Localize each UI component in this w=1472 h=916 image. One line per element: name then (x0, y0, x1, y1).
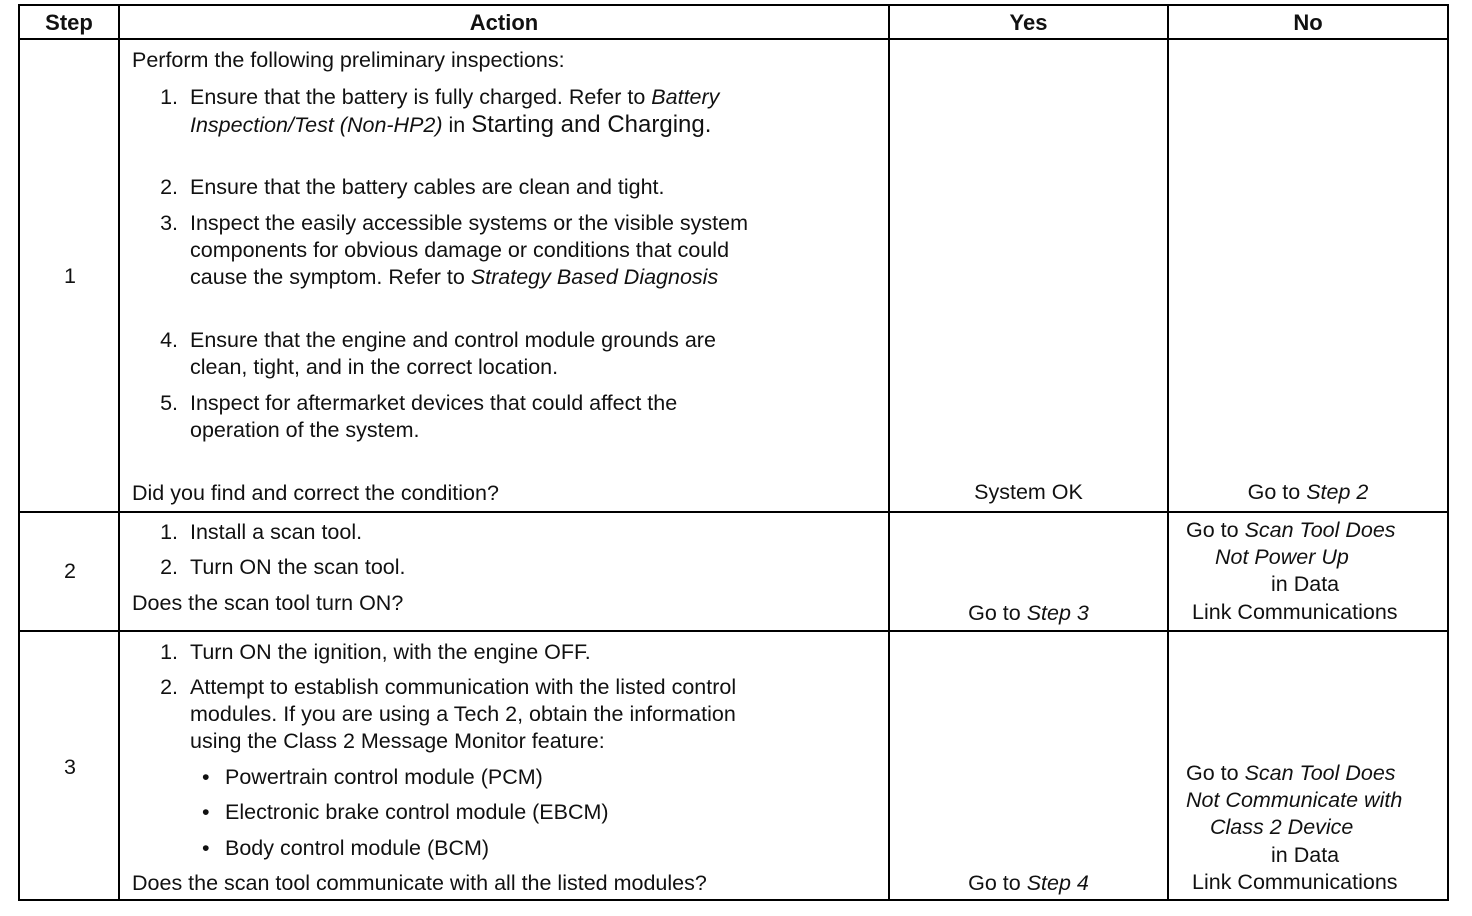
text: Ensure that the battery is fully charged. Refer to (190, 85, 652, 109)
text: Go to (1247, 480, 1307, 504)
step3-item2-line3: using the Class 2 Message Monitor feature: (190, 729, 605, 753)
row-divider (20, 511, 1447, 513)
step3-item2-line1: Attempt to establish communication with the listed control (190, 675, 737, 699)
text: Go to (1186, 761, 1245, 785)
column-divider (888, 6, 890, 899)
step1-item3-line2: components for obvious damage or conditions that could (190, 238, 730, 262)
step2-no-line4: Link Communications (1192, 600, 1398, 624)
step3-no-line3 (1210, 814, 1353, 841)
item-number: 2. (160, 555, 178, 579)
step2-no-line2 (1215, 544, 1349, 571)
item-number: 2. (160, 675, 178, 699)
link-scan-tool-does[interactable]: Scan Tool Does (1244, 761, 1396, 785)
step2-item2: Turn ON the scan tool. (190, 555, 406, 579)
item-number: 1. (160, 85, 178, 109)
item-number: 4. (160, 328, 178, 352)
header-yes: Yes (1009, 10, 1048, 35)
step2-item1: Install a scan tool. (190, 520, 363, 544)
link-not-communicate-with[interactable]: Not Communicate with (1186, 788, 1403, 812)
step3-no-line2 (1186, 787, 1402, 814)
text: in (442, 113, 472, 137)
step2-no-line1 (1186, 517, 1396, 544)
text: Go to (968, 601, 1027, 625)
step3-no-line1 (1186, 760, 1396, 787)
item-number: 5. (160, 391, 178, 415)
bullet-icon: • (202, 765, 210, 789)
step3-no-line5: Link Communications (1192, 870, 1398, 894)
bullet-icon: • (202, 800, 210, 824)
link-strategy-based-diagnosis[interactable]: Strategy Based Diagnosis (470, 265, 719, 289)
header-step: Step (45, 10, 93, 35)
step3-item1: Turn ON the ignition, with the engine OFF. (190, 640, 591, 664)
diagnostic-table (18, 4, 1449, 901)
header-action: Action (469, 10, 539, 35)
link-not-power-up[interactable]: Not Power Up (1215, 545, 1349, 569)
step1-question: Did you find and correct the condition? (132, 481, 499, 505)
column-divider (1167, 6, 1169, 899)
step3-no-line4: in Data (1271, 843, 1340, 867)
row-divider (20, 630, 1447, 632)
item-number: 2. (160, 175, 178, 199)
text: Go to (968, 871, 1027, 895)
step1-item4-line2: clean, tight, and in the correct location. (190, 355, 559, 379)
item-number: 1. (160, 520, 178, 544)
step-number: 2 (64, 559, 76, 583)
step3-question: Does the scan tool communicate with all the listed modules? (132, 871, 707, 895)
step3-bullet3: Body control module (BCM) (225, 836, 490, 860)
step1-intro: Perform the following preliminary inspections: (132, 48, 565, 72)
item-number: 3. (160, 211, 178, 235)
step3-bullet1: Powertrain control module (PCM) (225, 765, 543, 789)
link-class-2-device[interactable]: Class 2 Device (1210, 815, 1354, 839)
step1-item5-line1: Inspect for aftermarket devices that could affect the (190, 391, 678, 415)
link-step-4[interactable]: Step 4 (1026, 871, 1089, 895)
link-battery[interactable]: Battery (651, 85, 720, 109)
step1-item4-line1: Ensure that the engine and control module grounds are (190, 328, 716, 352)
step1-yes: System OK (974, 480, 1083, 504)
header-no: No (1293, 10, 1323, 35)
text: cause the symptom. Refer to (190, 265, 471, 289)
step2-yes (890, 600, 1167, 627)
step3-bullet2: Electronic brake control module (EBCM) (225, 800, 609, 824)
item-number: 1. (160, 640, 178, 664)
step1-item3-line3 (190, 264, 718, 291)
step-number: 1 (64, 264, 76, 288)
text: Go to (1186, 518, 1245, 542)
starting-and-charging: Starting and Charging (471, 111, 705, 138)
step1-item5-line2: operation of the system. (190, 418, 420, 442)
step1-item3-line1: Inspect the easily accessible systems or the visible system (190, 211, 749, 235)
link-step-3[interactable]: Step 3 (1026, 601, 1089, 625)
step-number: 3 (64, 755, 76, 779)
step2-question: Does the scan tool turn ON? (132, 591, 404, 615)
step3-item2-line2: modules. If you are using a Tech 2, obtain the information (190, 702, 736, 726)
link-step-2[interactable]: Step 2 (1306, 480, 1369, 504)
row-divider (20, 38, 1447, 40)
period: . (704, 111, 712, 138)
step1-item2: Ensure that the battery cables are clean and tight. (190, 175, 665, 199)
bullet-icon: • (202, 836, 210, 860)
step1-item1-line2 (190, 111, 711, 139)
step1-item1-line1 (190, 84, 719, 111)
step1-no (1169, 479, 1447, 506)
link-scan-tool-does[interactable]: Scan Tool Does (1244, 518, 1396, 542)
link-battery-inspection[interactable]: Inspection/Test (Non-HP2) (190, 113, 443, 137)
step2-no-line3: in Data (1271, 572, 1340, 596)
step3-yes (890, 870, 1167, 897)
